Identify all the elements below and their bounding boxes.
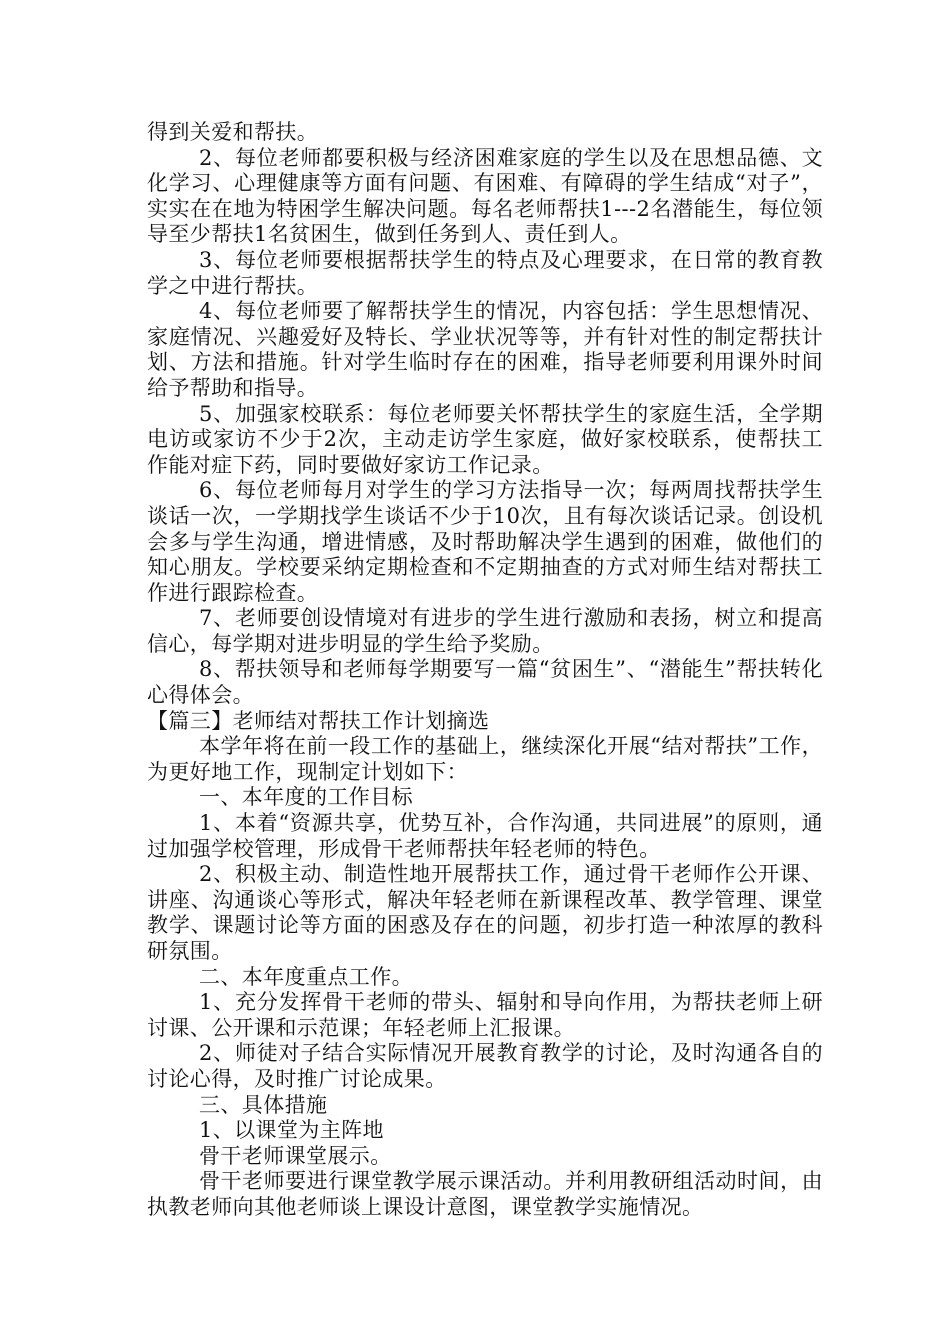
- paragraph-item-6: 6、每位老师每月对学生的学习方法指导一次；每两周找帮扶学生谈话一次，一学期找学生谈话不少于10次，且有每次谈话记录。创设机会多与学生沟通，增进情感，及时帮助解决学生遇到的困难，做他们的知心朋友。学校要采纳定期检查和不定期抽查的方式对师生结对帮扶工作进行跟踪检查。: [147, 478, 823, 605]
- subheading-measures: 三、具体措施: [199, 1092, 328, 1117]
- paragraph-key-work-2: 2、师徒对子结合实际情况开展教育教学的讨论，及时沟通各自的讨论心得，及时推广讨论成果。: [147, 1041, 823, 1091]
- paragraph-item-2: 2、每位老师都要积极与经济困难家庭的学生以及在思想品德、文化学习、心理健康等方面有问题、有困难、有障碍的学生结成“对子”，实实在在地为特困学生解决问题。每名老师帮扶1---2名潜能生，每位领导至少帮扶1名贫困生，做到任务到人、责任到人。: [147, 145, 823, 247]
- paragraph-measure-1: 1、以课堂为主阵地: [199, 1118, 384, 1143]
- paragraph-key-work-1: 1、充分发挥骨干老师的带头、辐射和导向作用，为帮扶老师上研讨课、公开课和示范课；年轻老师上汇报课。: [147, 990, 823, 1040]
- paragraph-goal-2: 2、积极主动、制造性地开展帮扶工作，通过骨干老师作公开课、讲座、沟通谈心等形式，解决年轻老师在新课程改革、教学管理、课堂教学、课题讨论等方面的困惑及存在的问题，初步打造一种浓厚的教科研氛围。: [147, 862, 823, 963]
- subheading-goals: 一、本年度的工作目标: [199, 785, 413, 810]
- paragraph-item-7: 7、老师要创设情境对有进步的学生进行激励和表扬，树立和提高信心，每学期对进步明显的学生给予奖励。: [147, 606, 823, 656]
- paragraph-continuation: 得到关爱和帮扶。: [147, 120, 319, 144]
- paragraph-item-4: 4、每位老师要了解帮扶学生的情况，内容包括：学生思想情况、家庭情况、兴趣爱好及特长、学业状况等等，并有针对性的制定帮扶计划、方法和措施。针对学生临时存在的困难，指导老师要利用课外时间给予帮助和指导。: [147, 299, 823, 400]
- paragraph-measure-showcase: 骨干老师课堂展示。: [199, 1143, 392, 1168]
- paragraph-item-8: 8、帮扶领导和老师每学期要写一篇“贫困生”、“潜能生”帮扶转化心得体会。: [147, 657, 823, 708]
- paragraph-measure-detail: 骨干老师要进行课堂教学展示课活动。并利用教研组活动时间，由执教老师向其他老师谈上课设计意图，课堂教学实施情况。: [147, 1169, 823, 1219]
- paragraph-intro: 本学年将在前一段工作的基础上，继续深化开展“结对帮扶”工作，为更好地工作，现制定计划如下：: [147, 734, 823, 784]
- subheading-key-work: 二、本年度重点工作。: [199, 964, 413, 989]
- section-heading: 【篇三】老师结对帮扶工作计划摘选: [147, 708, 490, 733]
- document-body: [147, 120, 823, 1221]
- paragraph-item-3: 3、每位老师要根据帮扶学生的特点及心理要求，在日常的教育教学之中进行帮扶。: [147, 247, 823, 298]
- paragraph-goal-1: 1、本着“资源共享，优势互补，合作沟通，共同进展”的原则，通过加强学校管理，形成骨干老师帮扶年轻老师的特色。: [147, 811, 823, 861]
- paragraph-item-5: 5、加强家校联系：每位老师要关怀帮扶学生的家庭生活，全学期电访或家访不少于2次，主动走访学生家庭，做好家校联系，使帮扶工作能对症下药，同时要做好家访工作记录。: [147, 401, 823, 477]
